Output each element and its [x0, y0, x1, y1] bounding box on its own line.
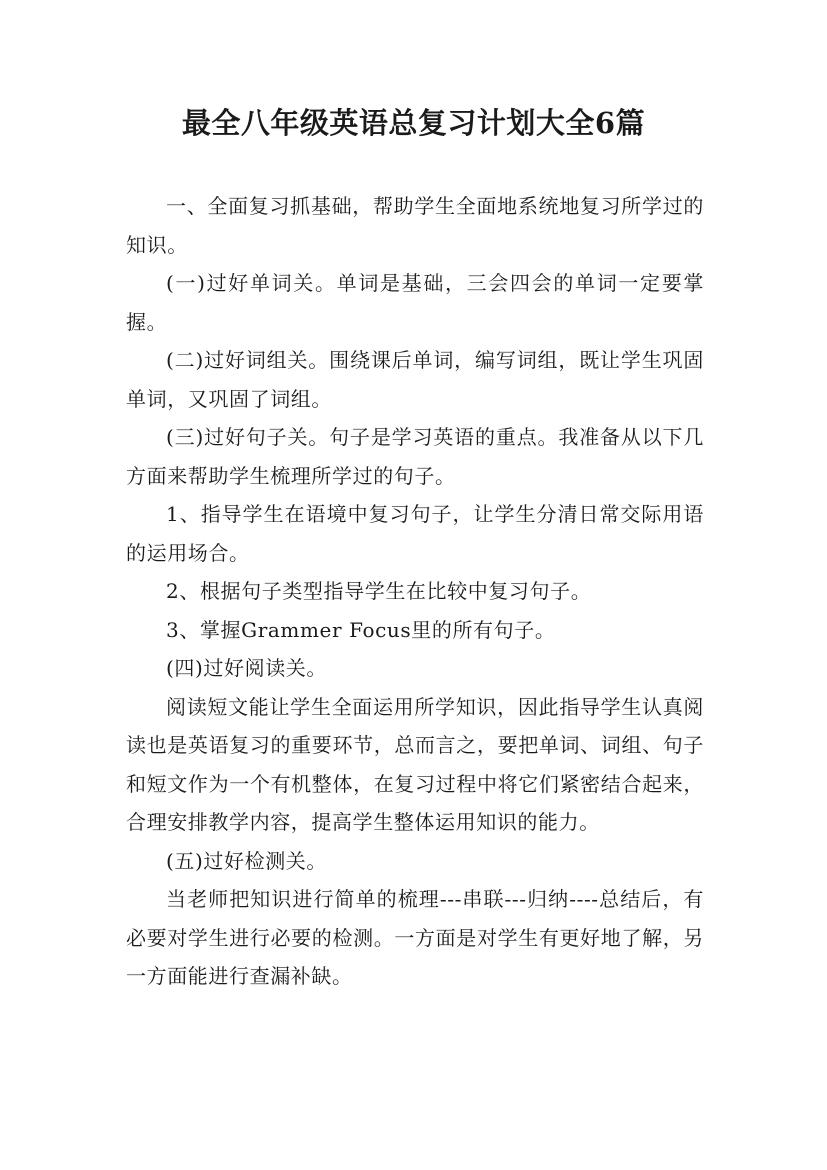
paragraph-review-basics: 一、全面复习抓基础，帮助学生全面地系统地复习所学过的知识。: [126, 194, 704, 257]
paragraph-words: (一)过好单词关。单词是基础，三会四会的单词一定要掌握。: [126, 271, 704, 334]
paragraph-sentences: (三)过好句子关。句子是学习英语的重点。我准备从以下几方面来帮助学生梳理所学过的句子。: [126, 425, 704, 488]
paragraph-testing: 当老师把知识进行简单的梳理---串联---归纳----总结后，有必要对学生进行必要的检测。一方面是对学生有更好地了解，另一方面能进行查漏补缺。: [126, 887, 704, 988]
paragraph-sentences-item-3: 3、掌握Grammer Focus里的所有句子。: [166, 617, 556, 642]
paragraph-sentences-item-2: 2、根据句子类型指导学生在比较中复习句子。: [166, 579, 592, 603]
paragraph-testing-heading: (五)过好检测关。: [166, 848, 328, 873]
document-body: [126, 187, 704, 996]
paragraph-reading-heading: (四)过好阅读关。: [166, 656, 328, 680]
paragraph-sentences-item-1: 1、指导学生在语境中复习句子，让学生分清日常交际用语的运用场合。: [126, 502, 704, 565]
paragraph-reading: 阅读短文能让学生全面运用所学知识，因此指导学生认真阅读也是英语复习的重要环节，总而言之，要把单词、词组、句子和短文作为一个有机整体，在复习过程中将它们紧密结合起来，合理安排教学内容，提高学生整体运用知识的能力。: [126, 694, 704, 834]
document-title: 最全八年级英语总复习计划大全6篇: [181, 106, 646, 140]
paragraph-phrases: (二)过好词组关。围绕课后单词，编写词组，既让学生巩固单词，又巩固了词组。: [126, 348, 704, 411]
